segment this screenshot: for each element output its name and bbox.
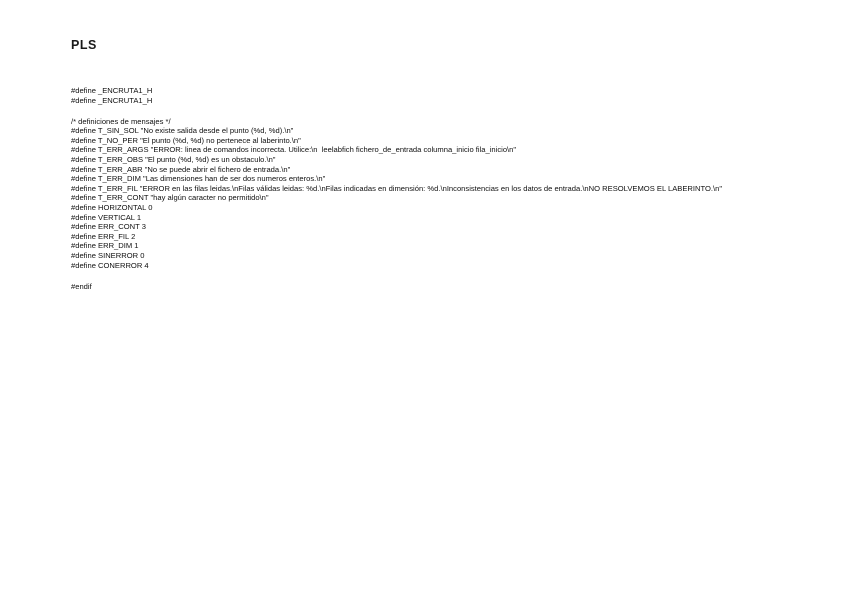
code-line: #define _ENCRUTA1_H <box>71 86 153 95</box>
blank-line <box>71 105 783 117</box>
code-line: #define T_SIN_SOL "No existe salida desde el punto (%d, %d).\n" <box>71 126 294 136</box>
code-line: #define CONERROR 4 <box>71 260 149 270</box>
code-line: #define _ENCRUTA1_H <box>71 95 153 105</box>
page-title: PLS <box>71 38 97 52</box>
code-line: #define T_ERR_ARGS "ERROR: linea de comandos incorrecta. Utilice:\n leelabfich fichero_de_entrada columna_inicio fila_inicio\n" <box>71 145 517 155</box>
blank-line <box>71 270 783 282</box>
code-line: #define ERR_DIM 1 <box>71 241 139 251</box>
code-line: #define T_NO_PER "El punto (%d, %d) no pertenece al laberinto.\n" <box>71 135 301 145</box>
code-line: #define ERR_CONT 3 <box>71 222 146 232</box>
code-line: #define T_ERR_ABR "No se puede abrir el fichero de entrada.\n" <box>71 164 291 174</box>
code-line: #define T_ERR_FIL "ERROR en las filas leidas.\nFilas válidas leidas: %d.\nFilas indicadas en dimensión: %d.\nInconsistencias en los datos de entrada.\nNO RESOLVEMOS EL LABERINTO.\n" <box>71 183 723 193</box>
code-comment-line: /* definiciones de mensajes */ <box>71 116 171 126</box>
code-listing <box>71 86 783 291</box>
code-line: #define T_ERR_DIM "Las dimensiones han de ser dos numeros enteros.\n" <box>71 174 326 184</box>
code-line: #define SINERROR 0 <box>71 251 145 260</box>
code-line: #endif <box>71 281 92 291</box>
code-line: #define T_ERR_CONT "hay algún caracter no permitido\n" <box>71 193 269 203</box>
code-line: #define VERTICAL 1 <box>71 212 142 222</box>
code-line: #define ERR_FIL 2 <box>71 231 136 241</box>
code-line: #define HORIZONTAL 0 <box>71 203 153 213</box>
code-line: #define T_ERR_OBS "El punto (%d, %d) es un obstaculo.\n" <box>71 155 276 165</box>
